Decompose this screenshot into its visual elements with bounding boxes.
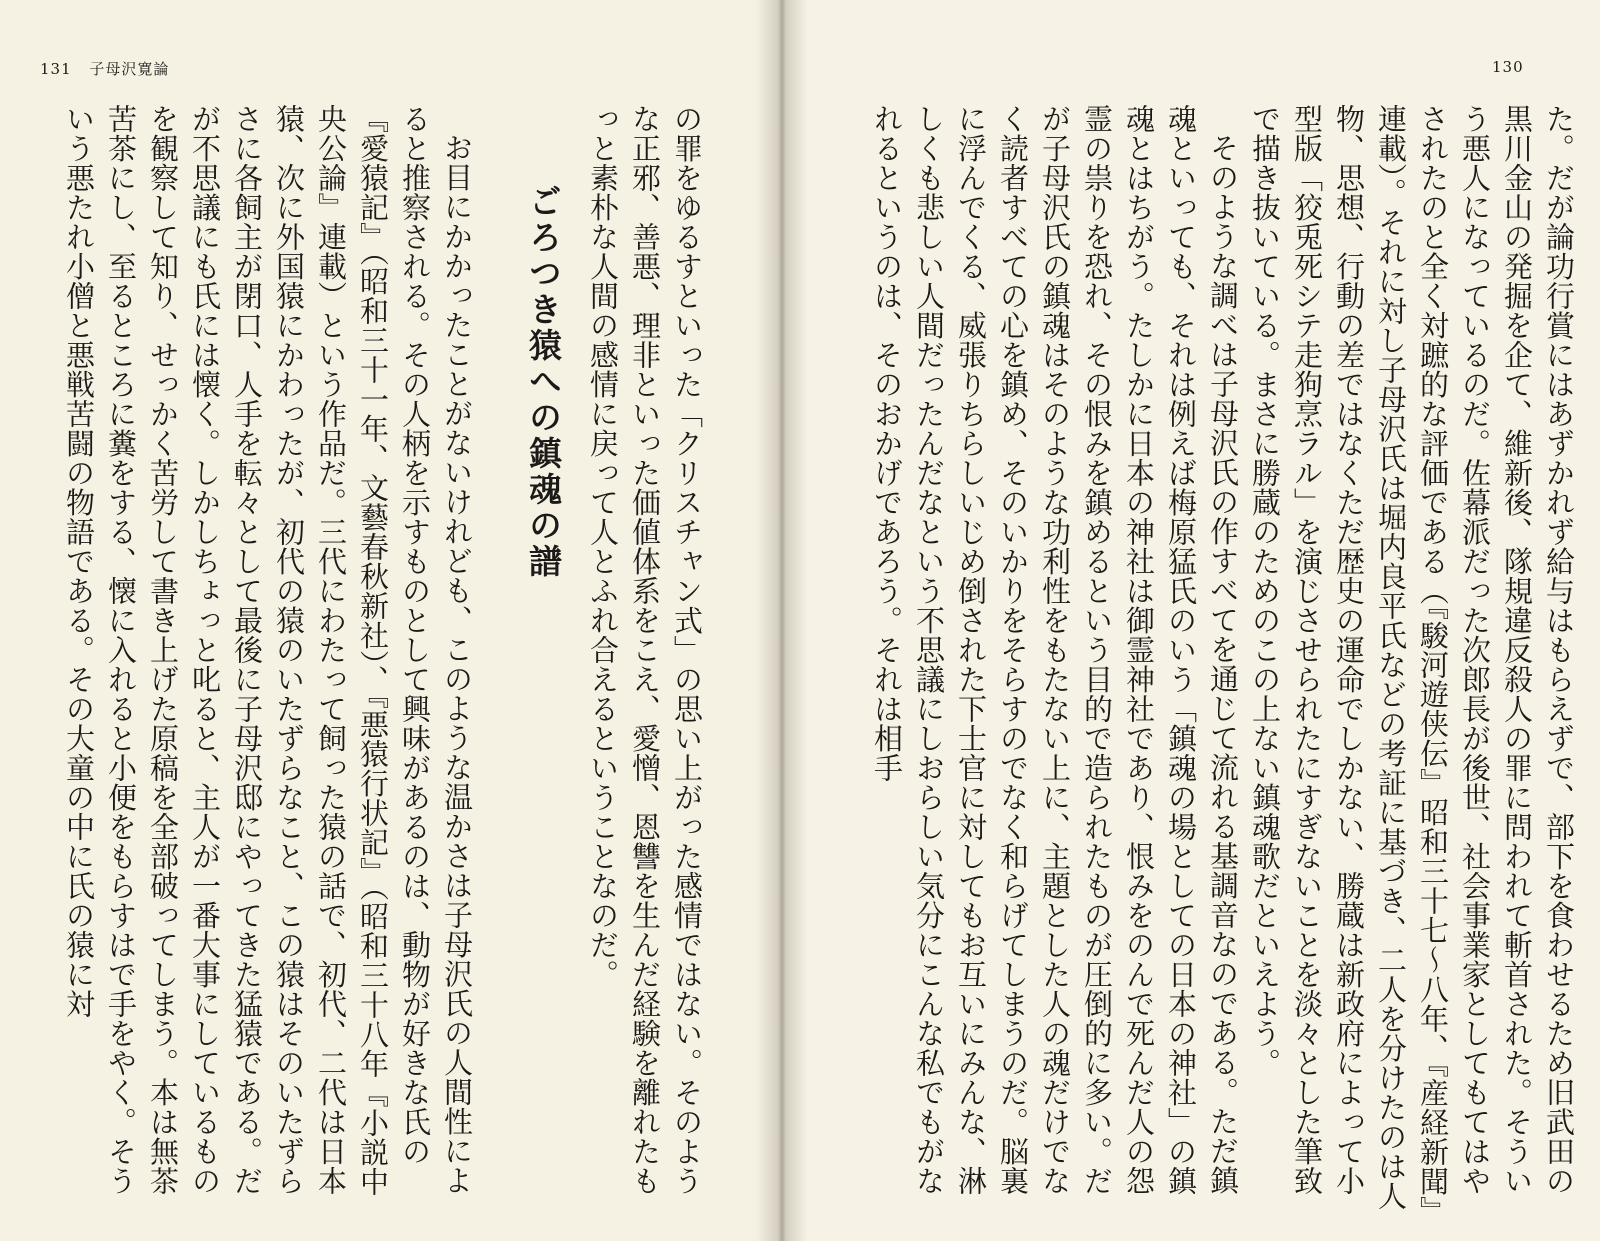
running-title: 子母沢寛論 bbox=[89, 60, 170, 78]
page-number-left: 131 bbox=[40, 60, 72, 78]
right-paragraph-2: そのような調べは子母沢氏の作すべてを通じて流れる基調音なのである。ただ鎮魂といっても、それは例えば梅原猛氏のいう「鎮魂の場としての日本の神社」の鎮魂とはちがう。たしかに日本の神社は御霊神社であり、恨みをのんで死んだ人の怨霊の祟りを恐れ、その恨みを鎮めるという目的で造られたものが圧倒的に多い。だが子母沢氏の鎮魂はそのような功利性をもたない上に、主題とした人の魂だけでなく読者すべての心を鎮め、そのいかりをそらすのでなく和らげてしまうのだ。脳裏に浮んでくる、威張りちらしいじめ倒された下士官に対してもお互いにみんな、淋しくも悲しい人間だったんだなという不思議にしおらしい気分にこんな私でもがなれるというのは、そのおかげであろう。それは相手 bbox=[870, 104, 1240, 1196]
right-page-text bbox=[820, 104, 1580, 1219]
right-paragraph-continued: た。だが論功行賞にはあずかれず給与はもらえずで、部下を食わせるため旧武田の黒川金山の発掘を企て、維新後、隊規違反殺人の罪に問われて斬首された。そういう悪人になっているのだ。佐幕派だった次郎長が後世、社会事業家としてもてはやされたのと全く対蹠的な評価である（『駿河遊侠伝』昭和三十七〜八年、『産経新聞』連載）。それに対し子母沢氏は堀内良平氏などの考証に基づき、二人を分けたのは人物、思想、行動の差ではなくただ歴史の運命でしかない、勝蔵は新政府によって小型版「狡兎死シテ走狗烹ラル」を演じさせられたにすぎないことを淡々とした筆致で描き抜いている。まさに勝蔵のためのこの上ない鎮魂歌だといえよう。 bbox=[1248, 104, 1576, 1211]
left-paragraph-section: お目にかかったことがないけれども、このような温かさは子母沢氏の人間性によると推察される。その人柄を示すものとして興味があるのは、動物が好きな氏の『愛猿記』（昭和三十一年、文藝春秋新社）、『悪猿行状記』（昭和三十八年『小説中央公論』連載）という作品だ。三代にわたって飼った猿の話で、初代、二代は日本猿、次に外国猿にかわったが、初代の猿のいたずらなこと、この猿はそのいたずらさに各飼主が閉口、人手を転々として最後に子母沢邸にやってきた猛猿である。だが不思議にも氏には懐く。しかしちょっと叱ると、主人が一番大事にしているものを観察して知り、せっかく苦労して書き上げた原稿を全部破ってしまう。本は無茶苦茶にし、至るところに糞をする、懐に入れると小便をもらすはで手をやく。そういう悪たれ小僧と悪戦苦闘の物語である。その大童の中に氏の猿に対 bbox=[62, 104, 474, 1197]
left-paragraph-continued: の罪をゆるすといった「クリスチャン式」の思い上がった感情ではない。そのような正邪、善悪、理非といった価値体系をこえ、愛憎、恩讐を生んだ経験を離れたもっと素朴な人間の感情に戻って人とふれ合えるということなのだ。 bbox=[586, 104, 704, 1196]
page-number-right: 130 bbox=[1492, 58, 1524, 76]
section-title: ごろつき猿への鎮魂の譜 bbox=[524, 184, 563, 580]
left-page bbox=[0, 0, 780, 1241]
right-page bbox=[780, 0, 1600, 1241]
left-page-text bbox=[40, 104, 708, 1219]
running-head-left bbox=[40, 58, 169, 79]
